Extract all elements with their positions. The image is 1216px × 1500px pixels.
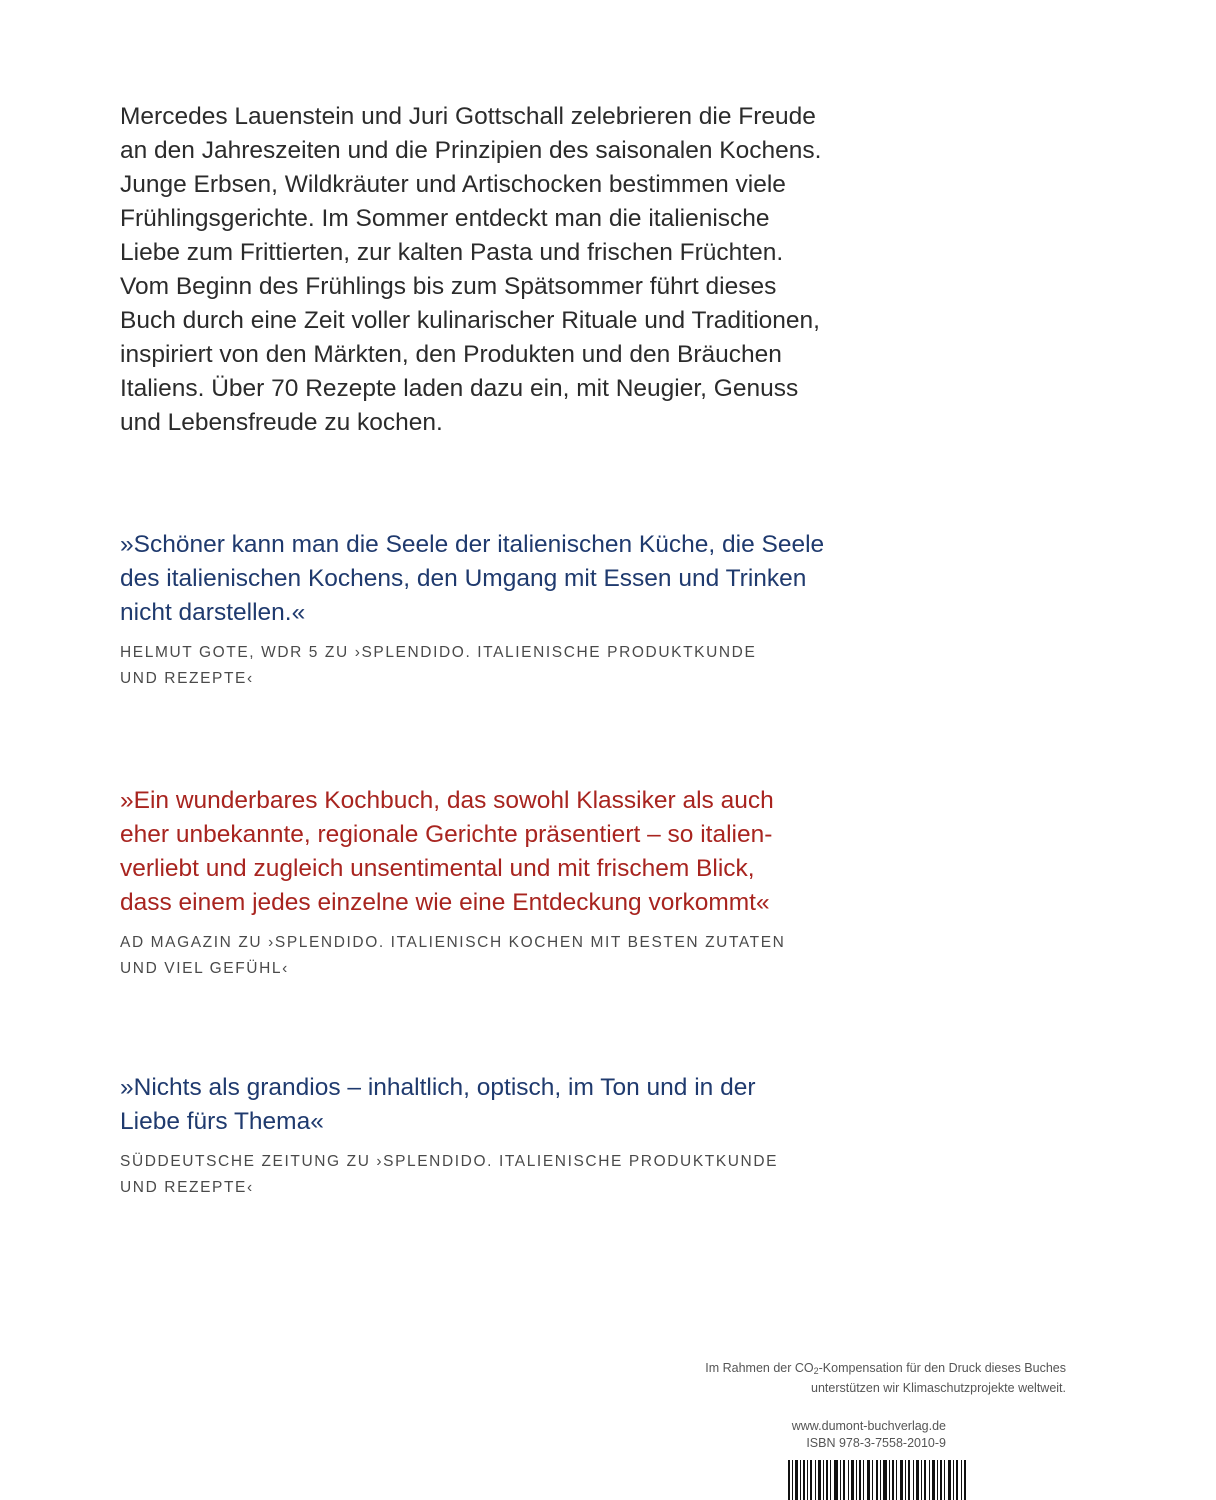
imprint-line-2: unterstützen wir Klimaschutzprojekte weltweit. xyxy=(811,1381,1066,1395)
description-line: Junge Erbsen, Wildkräuter und Artischocken bestimmen viele xyxy=(120,171,786,198)
quote-line: nicht darstellen.« xyxy=(120,599,306,626)
quote-text xyxy=(120,1071,880,1139)
quote-text xyxy=(120,528,880,630)
description-line: Vom Beginn des Frühlings bis zum Spätsommer führt dieses xyxy=(120,273,777,300)
co2-subscript: 2 xyxy=(813,1366,819,1376)
imprint-text: Im Rahmen der CO xyxy=(705,1361,814,1375)
description-line: inspiriert von den Märkten, den Produkten und den Bräuchen xyxy=(120,341,782,368)
publisher-info xyxy=(646,1418,946,1452)
source-line: UND REZEPTE‹ xyxy=(120,670,254,687)
description-line: und Lebensfreude zu kochen. xyxy=(120,409,443,436)
source-line: UND VIEL GEFÜHL‹ xyxy=(120,960,289,977)
review-quote-2 xyxy=(120,784,880,982)
description-line: Buch durch eine Zeit voller kulinarischer Rituale und Traditionen, xyxy=(120,307,820,334)
description-line: Mercedes Lauenstein und Juri Gottschall zelebrieren die Freude xyxy=(120,103,816,130)
quote-source xyxy=(120,1149,880,1201)
source-line: SÜDDEUTSCHE ZEITUNG ZU ›SPLENDIDO. ITALIENISCHE PRODUKTKUNDE xyxy=(120,1153,779,1170)
isbn-number: ISBN 978-3-7558-2010-9 xyxy=(806,1436,946,1450)
publisher-website: www.dumont-buchverlag.de xyxy=(791,1419,946,1433)
imprint-line-1 xyxy=(646,1360,1066,1380)
quote-line: des italienischen Kochens, den Umgang mit Essen und Trinken xyxy=(120,565,807,592)
book-description xyxy=(120,100,880,440)
quote-line: »Nichts als grandios – inhaltlich, optisch, im Ton und in der xyxy=(120,1074,756,1101)
review-quote-3 xyxy=(120,1071,880,1201)
barcode xyxy=(788,1460,968,1500)
quote-text xyxy=(120,784,880,920)
quote-line: Liebe fürs Thema« xyxy=(120,1108,324,1135)
source-line: HELMUT GOTE, WDR 5 ZU ›SPLENDIDO. ITALIENISCHE PRODUKTKUNDE xyxy=(120,644,757,661)
description-line: Frühlingsgerichte. Im Sommer entdeckt man die italienische xyxy=(120,205,770,232)
quote-line: eher unbekannte, regionale Gerichte präsentiert – so italien- xyxy=(120,821,773,848)
description-line: Italiens. Über 70 Rezepte laden dazu ein, mit Neugier, Genuss xyxy=(120,375,799,402)
description-line: Liebe zum Frittierten, zur kalten Pasta und frischen Früchten. xyxy=(120,239,784,266)
description-line: an den Jahreszeiten und die Prinzipien des saisonalen Kochens. xyxy=(120,137,822,164)
imprint-text: -Kompensation für den Druck dieses Buches xyxy=(818,1361,1066,1375)
barcode-graphic xyxy=(788,1460,968,1500)
quote-source xyxy=(120,640,880,692)
review-quote-1 xyxy=(120,528,880,692)
quote-line: verliebt und zugleich unsentimental und mit frischem Blick, xyxy=(120,855,755,882)
quote-line: »Ein wunderbares Kochbuch, das sowohl Klassiker als auch xyxy=(120,787,774,814)
quote-source xyxy=(120,930,880,982)
quote-line: »Schöner kann man die Seele der italienischen Küche, die Seele xyxy=(120,531,825,558)
source-line: UND REZEPTE‹ xyxy=(120,1179,254,1196)
climate-compensation-note xyxy=(646,1360,1066,1397)
quote-line: dass einem jedes einzelne wie eine Entdeckung vorkommt« xyxy=(120,889,770,916)
source-line: AD MAGAZIN ZU ›SPLENDIDO. ITALIENISCH KOCHEN MIT BESTEN ZUTATEN xyxy=(120,934,786,951)
